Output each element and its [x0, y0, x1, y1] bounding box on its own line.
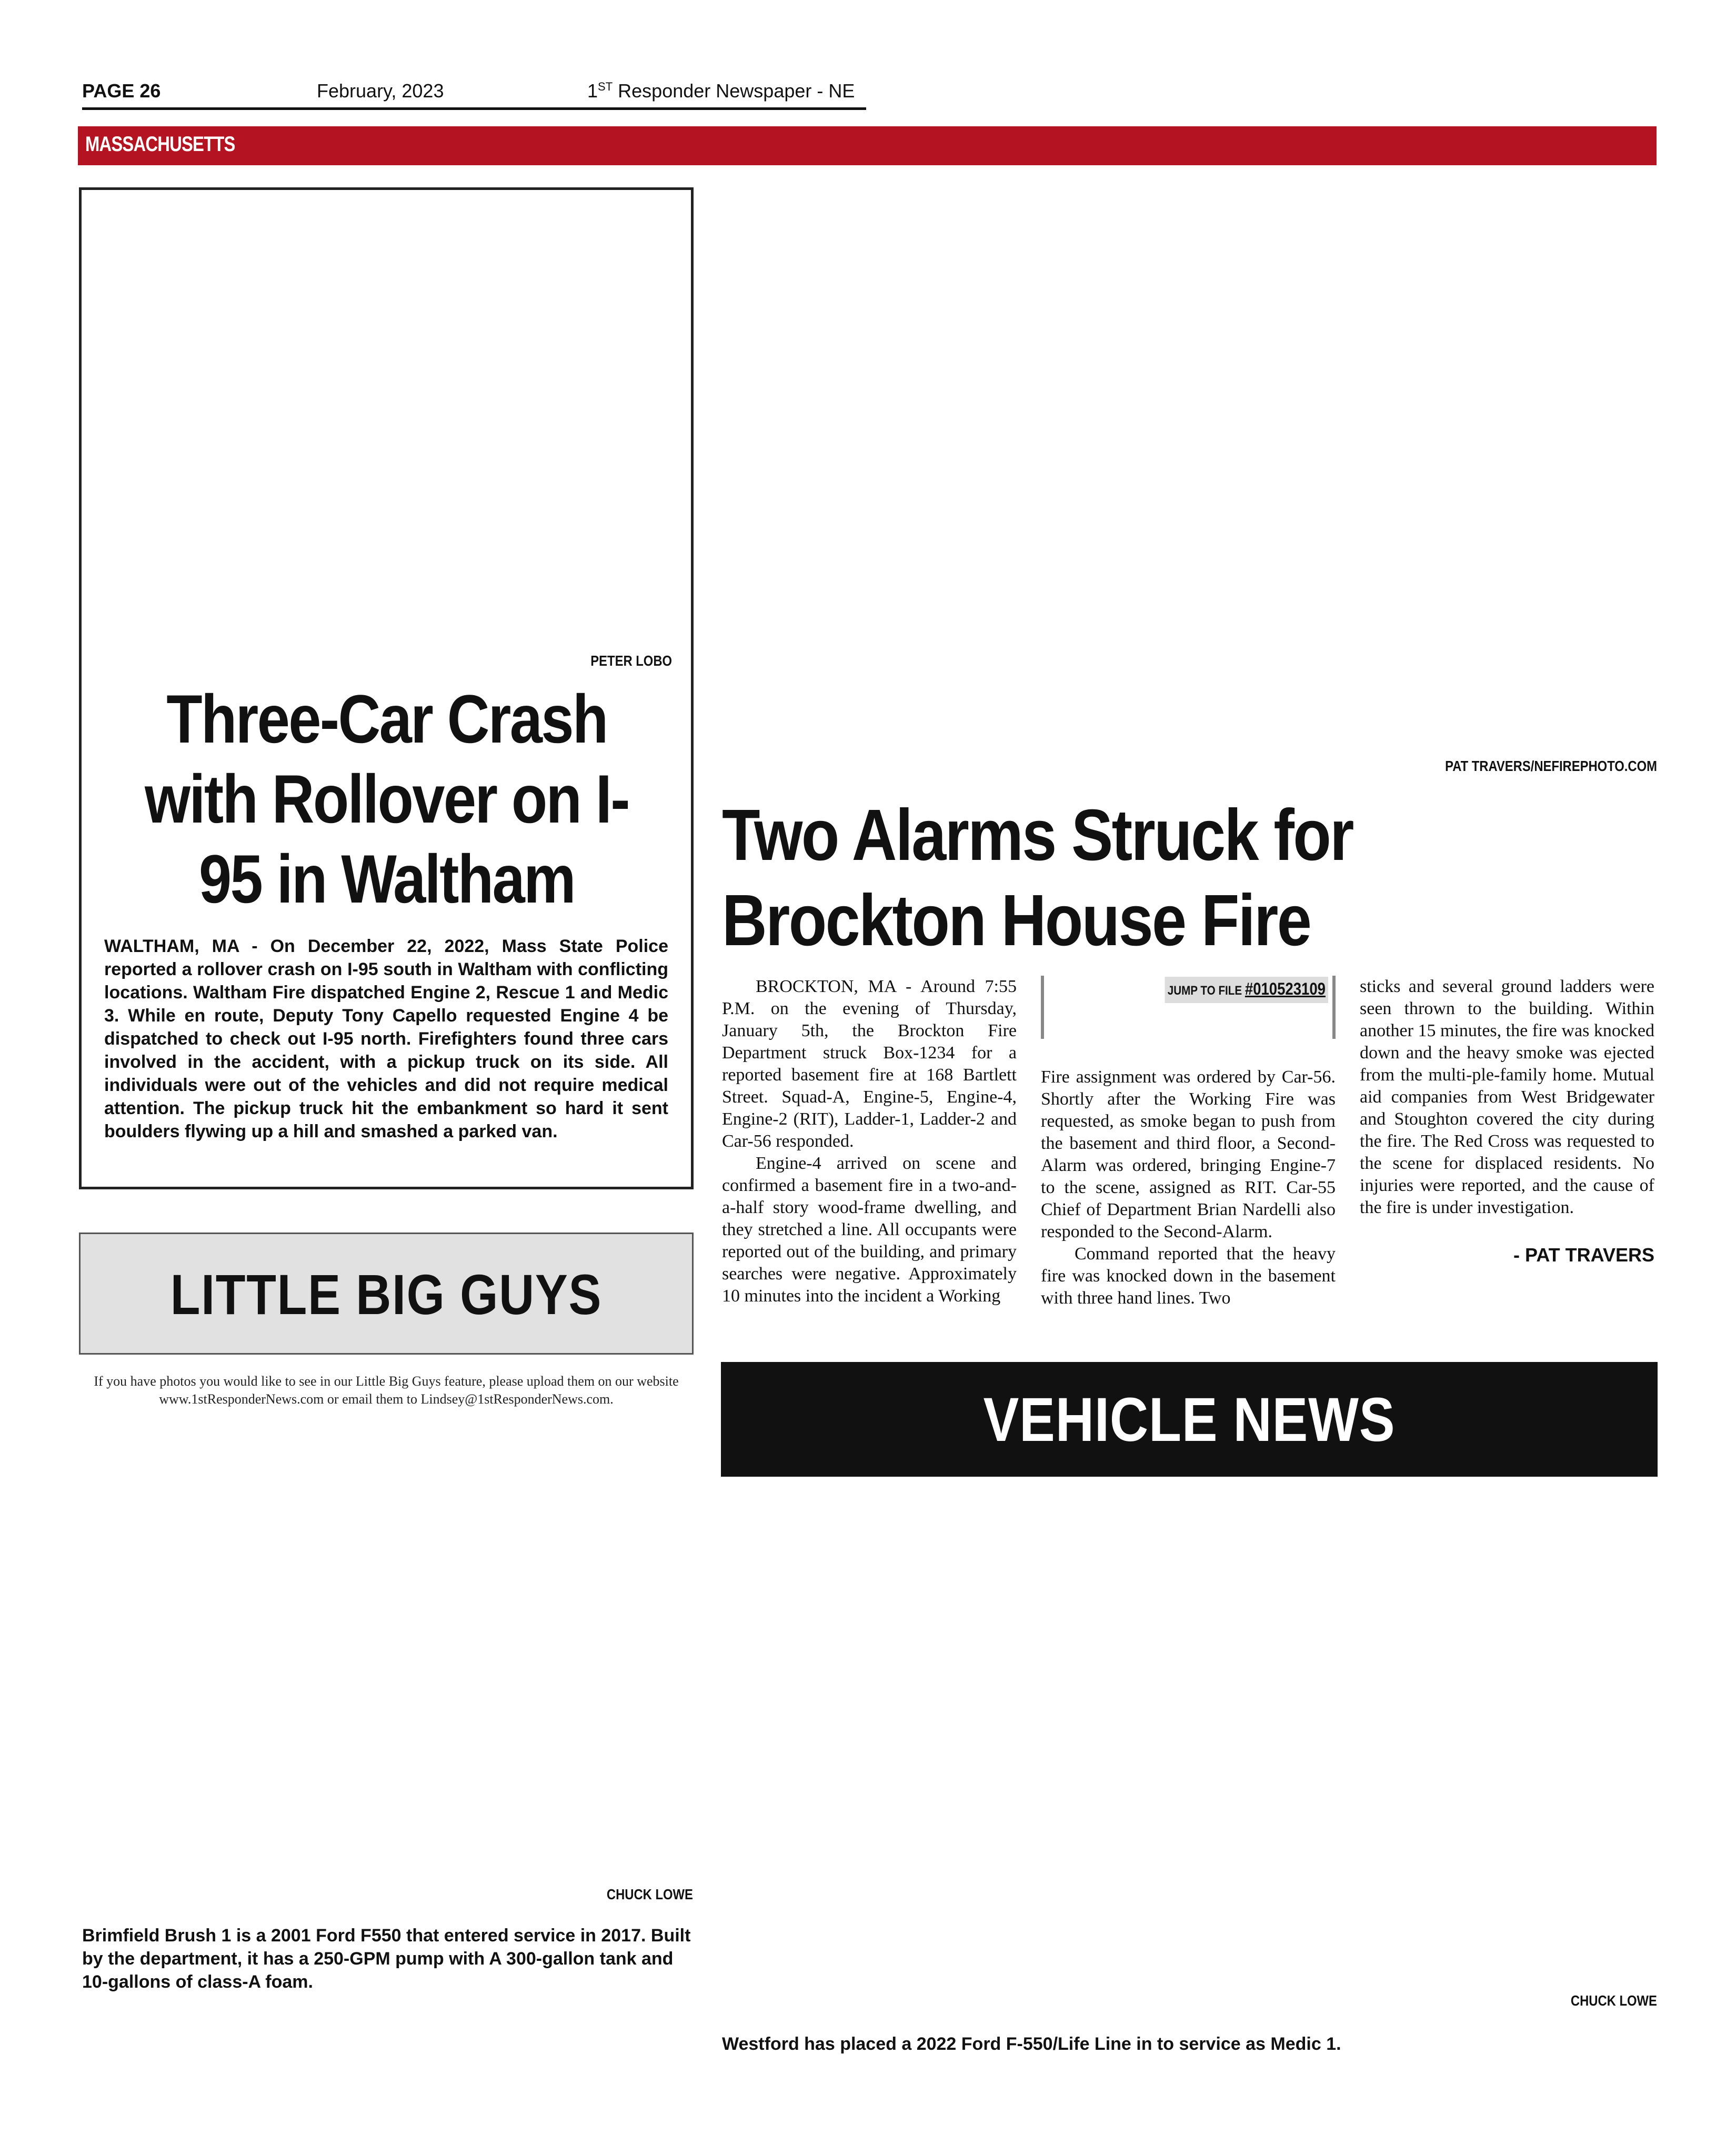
newspaper-name [587, 80, 855, 102]
caption-westford: Westford has placed a 2022 Ford F-550/Life Line in to service as Medic 1. [722, 2034, 1341, 2054]
article-column-1 [722, 976, 1017, 1307]
paragraph: Fire assignment was ordered by Car-56. Shortly after the Working Fire was requested, as smoke began to push from the basement and third floor, a Second-Alarm was ordered, bringing Engine-7 to the scene, assigned as RIT. Car-55 Chief of Department Brian Nardelli also responded to the Second-Alarm. [1041, 1067, 1336, 1241]
photo-credit-westford: CHUCK LOWE [1571, 1992, 1657, 2009]
vehicle-news-title: VEHICLE NEWS [983, 1385, 1396, 1455]
vehicle-news-banner [721, 1362, 1658, 1477]
article-body-waltham: WALTHAM, MA - On December 22, 2022, Mass State Police reported a rollover crash on I-95 south in Waltham with conflicting locations. Waltham Fire dispatched Engine 2, Rescue 1 and Medic 3. While en route, Deputy Tony Capello requested Engine 4 be dispatched to check out I-95 north. Firefighters found three cars involved in the accident, with a pickup truck on its side. All individuals were out of the vehicles and did not require medical attention. The pickup truck hit the embankment so hard it sent boulders flywing up a hill and smashed a parked van. [104, 936, 668, 1141]
header-rule [82, 107, 866, 110]
page-number: PAGE 26 [82, 80, 161, 102]
paragraph: Command reported that the heavy fire was knocked down in the basement with three hand lines. Two [1041, 1244, 1336, 1308]
paragraph: Engine-4 arrived on scene and confirmed a basement fire in a two-and-a-half story wood-frame dwelling, and they stretched a line. All occupants were reported out of the building, and primary searches were negative. Approximately 10 minutes into the incident a Working [722, 1154, 1017, 1306]
little-big-guys-note: If you have photos you would like to see in our Little Big Guys feature, please upload them on our website www.1stResponderNews.com or email them to Lindsey@1stResponderNews.com. [94, 1374, 679, 1407]
byline: - PAT TRAVERS [1513, 1244, 1654, 1266]
section-label: MASSACHUSETTS [85, 133, 235, 156]
photo-credit: PETER LOBO [590, 653, 672, 669]
section-bar [78, 126, 1657, 165]
caption-brimfield: Brimfield Brush 1 is a 2001 Ford F550 that entered service in 2017. Built by the department, it has a 250-GPM pump with A 300-gallon tank and 10-gallons of class-A foam. [82, 1926, 691, 1992]
paper-superscript: ST [598, 80, 613, 93]
paragraph: BROCKTON, MA - Around 7:55 P.M. on the evening of Thursday, January 5th, the Brockton Fire Department struck Box-1234 for a reported basement fire at 168 Bartlett Street. Squad-A, Engine-5, Engine-4, Engine-2 (RIT), Ladder-1, Ladder-2 and Car-56 responded. [722, 977, 1017, 1151]
paper-prefix: 1 [587, 80, 598, 102]
jump-link[interactable] [1165, 977, 1328, 1003]
headline-brockton: Two Alarms Struck for Brockton House Fire [722, 795, 1353, 961]
issue-date: February, 2023 [317, 80, 444, 102]
little-big-guys-banner [79, 1233, 694, 1355]
photo-credit-brimfield: CHUCK LOWE [607, 1886, 693, 1902]
jump-file-number: #010523109 [1245, 979, 1326, 998]
photo-credit-brockton: PAT TRAVERS/NEFIREPHOTO.COM [1445, 758, 1657, 774]
jump-prefix: JUMP TO FILE [1167, 984, 1245, 998]
article-column-3 [1360, 976, 1654, 1266]
article-column-2 [1041, 976, 1336, 1309]
little-big-guys-title: LITTLE BIG GUYS [170, 1263, 603, 1326]
paper-rest: Responder Newspaper - NE [613, 80, 855, 102]
paragraph: sticks and several ground ladders were seen thrown to the building. Within another 15 minutes, the fire was knocked down and the heavy smoke was ejected from the multi-ple-family home. Mutual aid companies from West Bridgewater and Stoughton covered the city during the fire. The Red Cross was requested to the scene for displaced residents. No injuries were reported, and the cause of the fire is under investigation. [1360, 977, 1654, 1217]
headline-waltham: Three-Car Crash with Rollover on I-95 in Waltham [145, 680, 629, 917]
jump-box [1041, 976, 1336, 1039]
